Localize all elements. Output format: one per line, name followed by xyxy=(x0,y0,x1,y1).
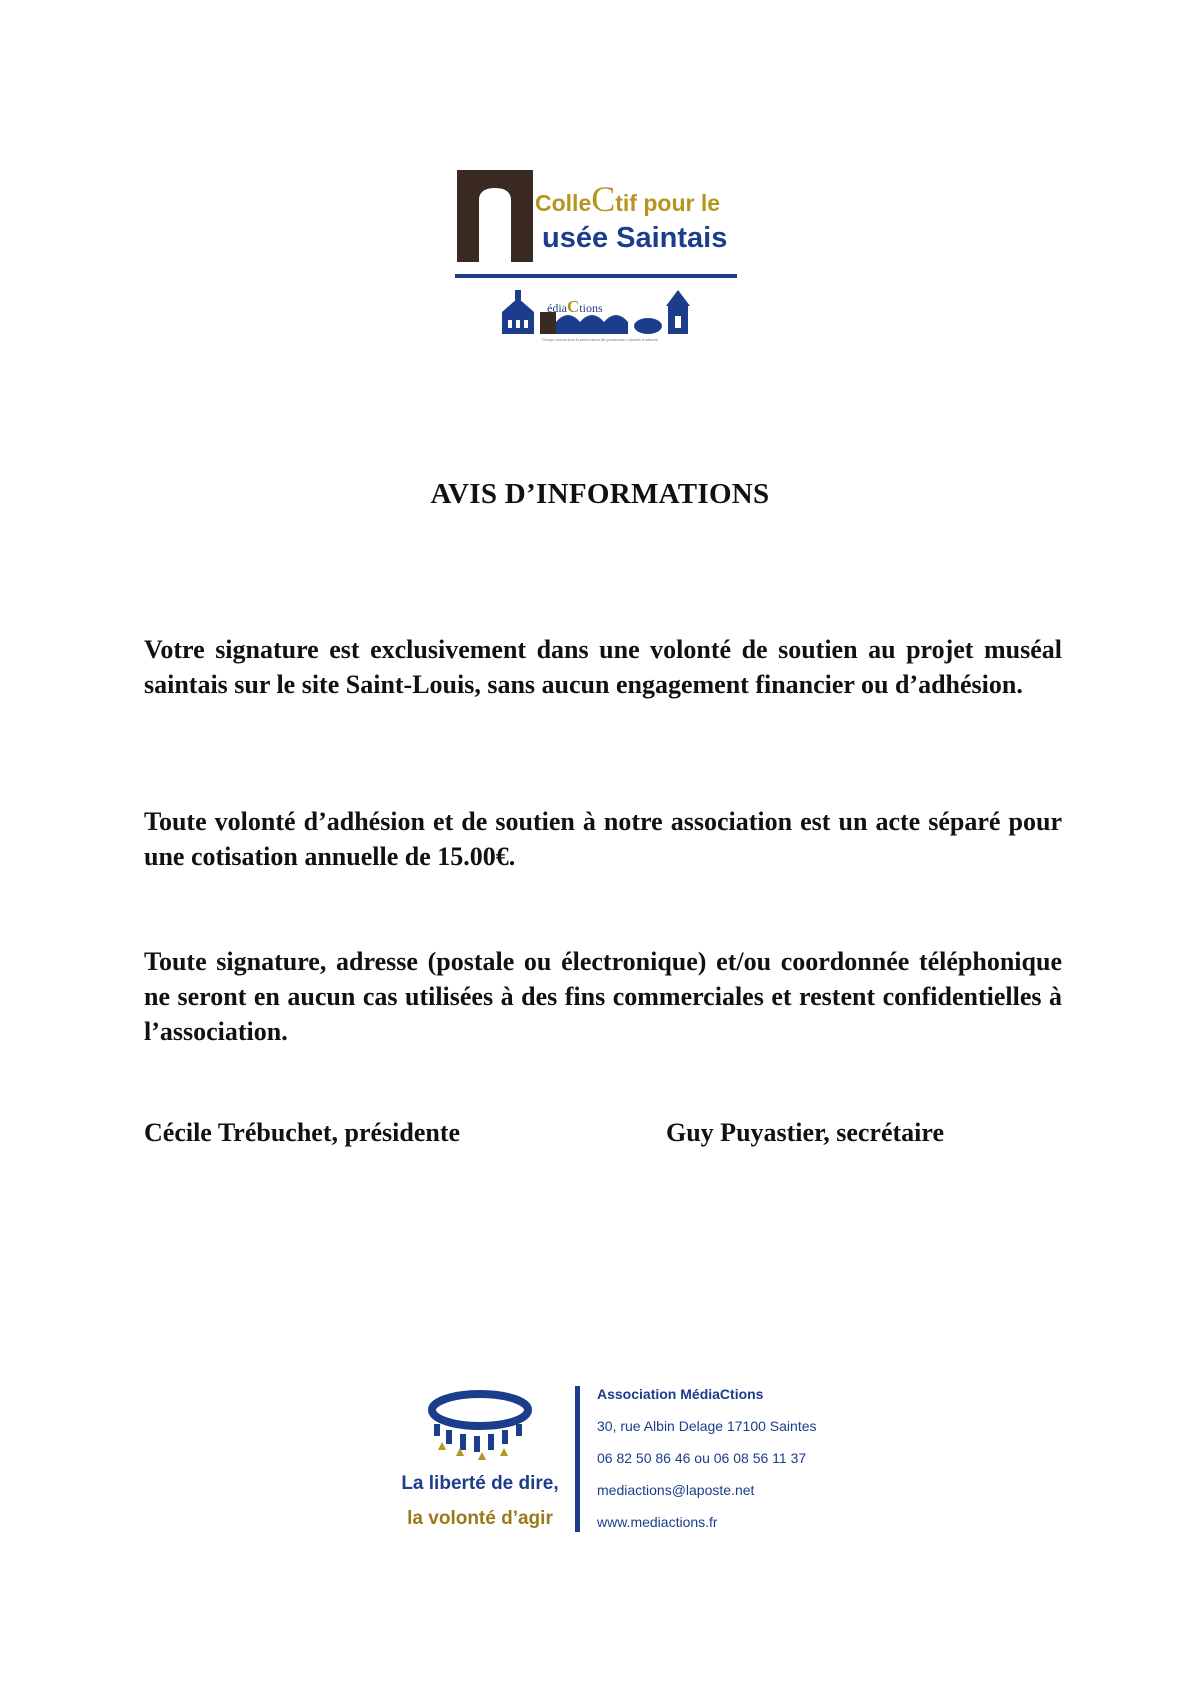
slogan-line-2: la volonté d’agir xyxy=(407,1508,553,1529)
logo-caption: Groupe citoyen pour la préservation des patrimoines culturels et naturels xyxy=(541,337,659,342)
footer-divider xyxy=(575,1386,580,1532)
association-address: 30, rue Albin Delage 17100 Saintes xyxy=(597,1418,817,1434)
paragraph-signature-support: Votre signature est exclusivement dans une volonté de soutien au projet muséal saintais sur le site Saint-Louis, sans aucun engagement financier ou d’adhésion. xyxy=(144,635,1062,699)
association-email[interactable]: mediactions@laposte.net xyxy=(597,1482,755,1498)
paragraph-privacy: Toute signature, adresse (postale ou électronique) et/ou coordonnée téléphonique ne seront en aucun cas utilisées à des fins commerciales et restent confidentielles à l’association. xyxy=(144,947,1062,1046)
arena-emblem-icon xyxy=(428,1390,532,1470)
logo-line-2: usée Saintais xyxy=(542,222,728,254)
logo-line-1: ColleCtif pour le xyxy=(535,179,721,219)
logo-rule xyxy=(455,274,737,278)
association-phones: 06 82 50 86 46 ou 06 08 56 11 37 xyxy=(597,1450,807,1466)
page-title: AVIS D’INFORMATIONS xyxy=(430,478,770,510)
collectif-logo xyxy=(450,162,750,352)
slogan-line-1: La liberté de dire, xyxy=(401,1473,559,1494)
signatory-president: Cécile Trébuchet, présidente xyxy=(144,1118,461,1147)
association-name: Association MédiaCtions xyxy=(597,1386,764,1402)
museum-m-logo-icon xyxy=(455,170,535,262)
signatory-secretary: Guy Puyastier, secrétaire xyxy=(666,1118,944,1147)
association-website[interactable]: www.mediactions.fr xyxy=(597,1514,718,1530)
mediactions-small-logo-text: édiaCtions xyxy=(547,297,603,316)
paragraph-membership: Toute volonté d’adhésion et de soutien à notre association est un acte séparé pour une cotisation annuelle de 15.00€. xyxy=(144,807,1062,871)
